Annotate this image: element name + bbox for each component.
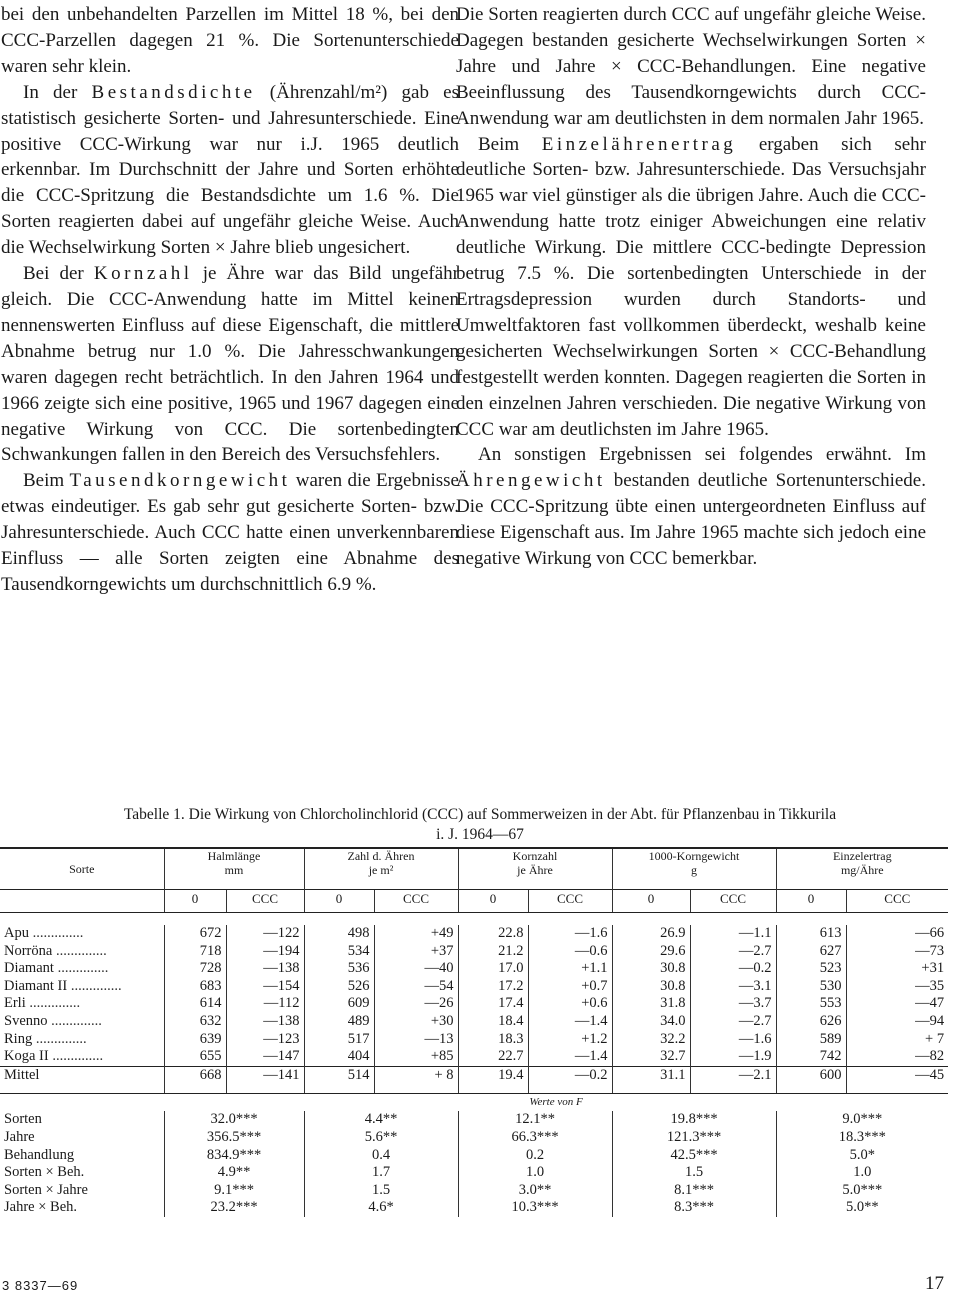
table-cell: +49 xyxy=(374,925,458,943)
f-value-cell: 19.8*** xyxy=(612,1111,776,1129)
table-cell: 30.8 xyxy=(612,978,690,996)
table-cell: —1.6 xyxy=(690,1031,776,1049)
table-cell: +0.7 xyxy=(528,978,612,996)
f-value-cell: 10.3*** xyxy=(458,1199,612,1217)
f-value-row xyxy=(0,1129,948,1147)
f-value-cell: 5.0** xyxy=(776,1199,948,1217)
leader-dots: .............. xyxy=(48,1048,104,1065)
group-unit: je Ähre xyxy=(517,863,553,877)
table-cell: —1.4 xyxy=(528,1013,612,1031)
table-cell: 639 xyxy=(164,1031,226,1049)
table-cell: 17.0 xyxy=(458,960,528,978)
page-number: 17 xyxy=(925,1273,944,1294)
table-cell: —66 xyxy=(846,925,948,943)
table-cell: —194 xyxy=(226,943,304,961)
f-value-cell: 66.3*** xyxy=(458,1129,612,1147)
table-cell: —147 xyxy=(226,1048,304,1066)
table-cell: 553 xyxy=(776,995,846,1013)
table-cell: 672 xyxy=(164,925,226,943)
table-cell: 632 xyxy=(164,1013,226,1031)
sorte-name: Diamant xyxy=(4,960,54,977)
table-cell: 530 xyxy=(776,978,846,996)
row-label: Mittel xyxy=(0,1066,164,1093)
table-cell: 668 xyxy=(164,1066,226,1093)
text: Beim xyxy=(478,133,542,155)
row-label xyxy=(0,925,164,943)
table-cell: +85 xyxy=(374,1048,458,1066)
text: bestanden deutliche Sortenunterschiede. Die CCC-Spritzung übte einen untergeordneten Einfluss auf diese Eigenschaft aus. Im Jahre 1965 machte sich jedoch eine negative Wirkung von CCC bemerkbar. xyxy=(456,470,926,570)
table-row xyxy=(0,943,948,961)
paragraph: bei den unbehandelten Parzellen im Mittel 18 %, bei den CCC-Parzellen dagegen 21 %. Die Sortenunterschiede waren sehr klein. xyxy=(1,4,459,77)
table-row xyxy=(0,1031,948,1049)
table-row xyxy=(0,960,948,978)
f-value-cell: 0.4 xyxy=(304,1147,458,1165)
group-name: Zahl d. Ähren xyxy=(347,849,415,863)
f-value-cell: 356.5*** xyxy=(164,1129,304,1147)
table-cell: +1.1 xyxy=(528,960,612,978)
table-cell: 26.9 xyxy=(612,925,690,943)
table-cell: 498 xyxy=(304,925,374,943)
table-header-row xyxy=(0,849,948,890)
source-label: Sorten × Jahre xyxy=(4,1181,88,1198)
spaced-term: Kornzahl xyxy=(93,263,193,285)
f-value-cell: 5.6** xyxy=(304,1129,458,1147)
table-cell: 626 xyxy=(776,1013,846,1031)
f-value-cell: 4.6* xyxy=(304,1199,458,1217)
row-label xyxy=(0,1182,164,1200)
table-cell: —40 xyxy=(374,960,458,978)
column-header-group xyxy=(304,849,458,890)
row-label xyxy=(0,943,164,961)
group-name: Halmlänge xyxy=(207,849,261,863)
table-cell: —0.6 xyxy=(528,943,612,961)
paragraph xyxy=(1,468,459,598)
right-column xyxy=(456,2,926,572)
table-cell: —122 xyxy=(226,925,304,943)
leader-dots: .............. xyxy=(28,925,84,941)
source-label: Jahre xyxy=(4,1128,35,1145)
spaced-term: Ährengewicht xyxy=(456,470,606,492)
f-value-cell: 121.3*** xyxy=(612,1129,776,1147)
f-value-cell: 4.9** xyxy=(164,1164,304,1182)
f-value-cell: 1.0 xyxy=(776,1164,948,1182)
table-cell: —138 xyxy=(226,1013,304,1031)
table-caption xyxy=(0,805,960,845)
f-value-cell: 9.0*** xyxy=(776,1111,948,1129)
table-cell: 31.1 xyxy=(612,1066,690,1093)
paragraph xyxy=(1,261,459,468)
leader-dots: .............. xyxy=(25,995,81,1012)
subheader-ccc: CCC xyxy=(374,890,458,913)
table-cell: +31 xyxy=(846,960,948,978)
subheader-zero: 0 xyxy=(612,890,690,913)
table-cell: —82 xyxy=(846,1048,948,1066)
leader-dots: .............. xyxy=(52,942,107,959)
sorte-name: Diamant II xyxy=(4,977,68,994)
table-cell: 32.2 xyxy=(612,1031,690,1049)
group-unit: g xyxy=(691,863,697,877)
table-cell: 29.6 xyxy=(612,943,690,961)
sorte-name: Koga II xyxy=(4,1048,49,1065)
sorte-name: Svenno xyxy=(4,1012,48,1029)
table-row xyxy=(0,995,948,1013)
table-cell: 728 xyxy=(164,960,226,978)
table-cell: 22.8 xyxy=(458,925,528,943)
leader-dots: .............. xyxy=(32,1030,87,1047)
results-table xyxy=(0,847,948,1217)
leader-dots: .............. xyxy=(53,960,109,977)
subheader-ccc: CCC xyxy=(690,890,776,913)
table-cell: 517 xyxy=(304,1031,374,1049)
sorte-name: Norröna xyxy=(4,942,53,959)
table-cell: 30.8 xyxy=(612,960,690,978)
source-label: Sorten × Beh. xyxy=(4,1164,85,1181)
table-row xyxy=(0,925,948,943)
leader-dots: .............. xyxy=(47,1012,102,1029)
table-cell: 18.4 xyxy=(458,1013,528,1031)
group-name: Einzelertrag xyxy=(832,849,892,863)
table-cell: 523 xyxy=(776,960,846,978)
caption-line: Tabelle 1. Die Wirkung von Chlorcholinchlorid (CCC) auf Sommerweizen in der Abt. für Pflanzenbau in Tikkurila xyxy=(123,806,837,823)
column-header-sorte: Sorte xyxy=(69,862,95,876)
table-cell: —141 xyxy=(226,1066,304,1093)
table-row xyxy=(0,1048,948,1066)
table-cell: —154 xyxy=(226,978,304,996)
subheader-ccc: CCC xyxy=(528,890,612,913)
f-value-row xyxy=(0,1199,948,1217)
f-value-cell: 1.7 xyxy=(304,1164,458,1182)
subheader-zero: 0 xyxy=(164,890,226,913)
f-value-cell: 0.2 xyxy=(458,1147,612,1165)
table-cell: —1.9 xyxy=(690,1048,776,1066)
mean-row xyxy=(0,1066,948,1093)
table-cell: 614 xyxy=(164,995,226,1013)
table-cell: —112 xyxy=(226,995,304,1013)
text: ergaben sich sehr deutliche Sorten- bzw. Jahresunterschiede. Das Versuchsjahr 1965 war viel günstiger als die übrigen Jahre. Auch die CCC-Anwendung hatte trotz einiger Abweichungen eine relativ deutliche Wirkung. Die mittlere CCC-bedingte Depression betrug 7.5 %. Die sortenbedingten Unterschiede in der Ertragsdepression wurden durch Standorts- und Umweltfaktoren fast vollkommen überdeckt, weshalb keine gesicherten Wechselwirkungen Sorten × CCC-Behandlung festgestellt werden konnten. Dagegen reagierten die Sorten in den einzelnen Jahren verschieden. Die negative Wirkung von CCC war am deutlichsten im Jahre 1965. xyxy=(456,133,926,440)
table-cell: 22.7 xyxy=(458,1048,528,1066)
f-value-cell: 12.1** xyxy=(458,1111,612,1129)
table-cell: —35 xyxy=(846,978,948,996)
table-cell: —45 xyxy=(846,1066,948,1093)
table-cell: 683 xyxy=(164,978,226,996)
table-cell: 613 xyxy=(776,925,846,943)
row-label xyxy=(0,978,164,996)
table-cell: 34.0 xyxy=(612,1013,690,1031)
table-cell: —0.2 xyxy=(528,1066,612,1093)
f-value-row xyxy=(0,1147,948,1165)
column-header-group xyxy=(612,849,776,890)
f-value-cell: 5.0*** xyxy=(776,1182,948,1200)
row-label xyxy=(0,1013,164,1031)
table-cell: —3.7 xyxy=(690,995,776,1013)
leader-dots: .............. xyxy=(67,977,122,994)
table-cell: —3.1 xyxy=(690,978,776,996)
table-cell: 609 xyxy=(304,995,374,1013)
f-value-cell: 1.5 xyxy=(304,1182,458,1200)
text: An sonstigen Ergebnissen sei folgendes erwähnt. Im xyxy=(478,444,926,466)
table-cell: —138 xyxy=(226,960,304,978)
table-cell: +0.6 xyxy=(528,995,612,1013)
f-value-row xyxy=(0,1111,948,1129)
table-cell: 718 xyxy=(164,943,226,961)
table-cell: 534 xyxy=(304,943,374,961)
table-cell: +30 xyxy=(374,1013,458,1031)
table-cell: —2.1 xyxy=(690,1066,776,1093)
f-value-cell: 3.0** xyxy=(458,1182,612,1200)
table-cell: 21.2 xyxy=(458,943,528,961)
table-cell: —73 xyxy=(846,943,948,961)
table-cell: —123 xyxy=(226,1031,304,1049)
subheader-zero: 0 xyxy=(776,890,846,913)
f-value-row xyxy=(0,1182,948,1200)
f-values-label: Werte von F xyxy=(529,1095,583,1108)
table-cell: 536 xyxy=(304,960,374,978)
table-cell: —94 xyxy=(846,1013,948,1031)
text: Bei der xyxy=(23,263,94,285)
table-cell: —13 xyxy=(374,1031,458,1049)
row-label xyxy=(0,995,164,1013)
left-column xyxy=(1,2,459,598)
table-cell: 514 xyxy=(304,1066,374,1093)
row-label xyxy=(0,1129,164,1147)
f-value-row xyxy=(0,1164,948,1182)
group-unit: je m² xyxy=(368,863,394,877)
table-cell: +37 xyxy=(374,943,458,961)
column-header-group xyxy=(164,849,304,890)
sorte-name: Apu xyxy=(4,925,29,941)
f-value-cell: 1.5 xyxy=(612,1164,776,1182)
f-value-cell: 23.2*** xyxy=(164,1199,304,1217)
source-label: Jahre × Beh. xyxy=(4,1199,78,1216)
table-row xyxy=(0,978,948,996)
f-value-cell: 8.1*** xyxy=(612,1182,776,1200)
source-label: Sorten xyxy=(4,1111,42,1128)
paragraph xyxy=(456,132,926,443)
f-values-header-row xyxy=(0,1093,948,1111)
f-value-cell: 32.0*** xyxy=(164,1111,304,1129)
row-label xyxy=(0,1048,164,1066)
table-cell: —2.7 xyxy=(690,1013,776,1031)
table-cell: 526 xyxy=(304,978,374,996)
table-cell: + 8 xyxy=(374,1066,458,1093)
f-value-cell: 18.3*** xyxy=(776,1129,948,1147)
group-unit: mg/Ähre xyxy=(840,863,884,877)
spacer-row xyxy=(0,913,948,926)
caption-line: i. J. 1964—67 xyxy=(436,826,524,843)
row-label xyxy=(0,1147,164,1165)
footer-print-code: 3 8337—69 xyxy=(2,1278,79,1293)
f-value-cell: 5.0* xyxy=(776,1147,948,1165)
paragraph xyxy=(456,442,926,572)
table-cell: 18.3 xyxy=(458,1031,528,1049)
table-cell: 489 xyxy=(304,1013,374,1031)
table-cell: 600 xyxy=(776,1066,846,1093)
text: waren die Ergebnisse etwas eindeutiger. Es gab sehr gut gesicherte Sorten- bzw. Jahresunterschiede. Auch CCC hatte einen unverkennbaren Einfluss — alle Sorten zeigten eine Abnahme des Tausendkorngewichts um durchschnittlich 6.9 %. xyxy=(1,470,459,595)
source-label: Behandlung xyxy=(4,1146,75,1163)
table-cell: —26 xyxy=(374,995,458,1013)
column-header-group xyxy=(776,849,948,890)
row-label xyxy=(0,1199,164,1217)
table-cell: 589 xyxy=(776,1031,846,1049)
table-cell: —2.7 xyxy=(690,943,776,961)
table-cell: + 7 xyxy=(846,1031,948,1049)
f-value-cell: 4.4** xyxy=(304,1111,458,1129)
spaced-term: Einzelährenertrag xyxy=(541,133,737,155)
text: Beim xyxy=(23,470,70,492)
table-cell: —1.4 xyxy=(528,1048,612,1066)
table-cell: —0.2 xyxy=(690,960,776,978)
column-header-group xyxy=(458,849,612,890)
table-cell: 31.8 xyxy=(612,995,690,1013)
f-value-cell: 9.1*** xyxy=(164,1182,304,1200)
row-label xyxy=(0,1164,164,1182)
table-cell: —54 xyxy=(374,978,458,996)
text: (Ährenzahl/m²) gab es statistisch gesicherte Sorten- und Jahresunterschiede. Eine positive CCC-Wirkung war nur i.J. 1965 deutlich erkennbar. Im Durchschnitt der Jahre und Sorten erhöhte die CCC-Spritzung die Bestandsdichte um 1.6 %. Die Sorten reagierten dabei auf ungefähr gleiche Weise. Auch die Wechselwirkung Sorten × Jahre blieb ungesichert. xyxy=(1,81,460,259)
f-value-cell: 42.5*** xyxy=(612,1147,776,1165)
table-cell: 17.2 xyxy=(458,978,528,996)
row-label xyxy=(0,960,164,978)
table-cell: —47 xyxy=(846,995,948,1013)
paragraph: Die Sorten reagierten durch CCC auf ungefähr gleiche Weise. Dagegen bestanden gesicherte Wechselwirkungen Sorten × Jahre und Jahre × CCC-Behandlungen. Eine negative Beeinflussung des Tausendkorngewichts durch CCC-Anwendung war am deutlichsten in dem normalen Jahr 1965. xyxy=(456,4,926,129)
table-cell: 627 xyxy=(776,943,846,961)
subheader-ccc: CCC xyxy=(226,890,304,913)
spaced-term: Bestandsdichte xyxy=(91,81,256,103)
sorte-name: Ring xyxy=(4,1030,33,1047)
text: In der xyxy=(23,81,92,103)
sorte-name: Erli xyxy=(4,995,26,1012)
f-value-cell: 1.0 xyxy=(458,1164,612,1182)
table-cell: 32.7 xyxy=(612,1048,690,1066)
group-name: Kornzahl xyxy=(512,849,558,863)
table-cell: 19.4 xyxy=(458,1066,528,1093)
row-label xyxy=(0,1111,164,1129)
table-cell: 742 xyxy=(776,1048,846,1066)
f-value-cell: 834.9*** xyxy=(164,1147,304,1165)
table-cell: +1.2 xyxy=(528,1031,612,1049)
group-name: 1000-Korngewicht xyxy=(648,849,740,863)
table-cell: 655 xyxy=(164,1048,226,1066)
table-subheader-row xyxy=(0,890,948,913)
text: je Ähre war das Bild ungefähr gleich. Die CCC-Anwendung hatte im Mittel keinen nennenswerten Einfluss auf diese Eigenschaft, die mittlere Abnahme betrug nur 1.0 %. Die Jahresschwankungen waren dagegen recht beträchtlich. In den Jahren 1964 und 1966 zeigte sich eine positive, 1965 und 1967 dagegen eine negative Wirkung von CCC. Die sortenbedingten Schwankungen fallen in den Bereich des Versuchsfehlers. xyxy=(1,263,459,466)
subheader-zero: 0 xyxy=(458,890,528,913)
table-cell: —1.1 xyxy=(690,925,776,943)
subheader-blank xyxy=(0,890,164,913)
paragraph xyxy=(1,80,459,261)
table-cell: 404 xyxy=(304,1048,374,1066)
table-row xyxy=(0,1013,948,1031)
table-cell: 17.4 xyxy=(458,995,528,1013)
table-cell: —1.6 xyxy=(528,925,612,943)
blank-cell xyxy=(0,1093,164,1111)
subheader-ccc: CCC xyxy=(846,890,948,913)
subheader-zero: 0 xyxy=(304,890,374,913)
spaced-term: Tausendkorngewicht xyxy=(69,470,291,492)
row-label xyxy=(0,1031,164,1049)
group-unit: mm xyxy=(224,863,244,877)
f-value-cell: 8.3*** xyxy=(612,1199,776,1217)
